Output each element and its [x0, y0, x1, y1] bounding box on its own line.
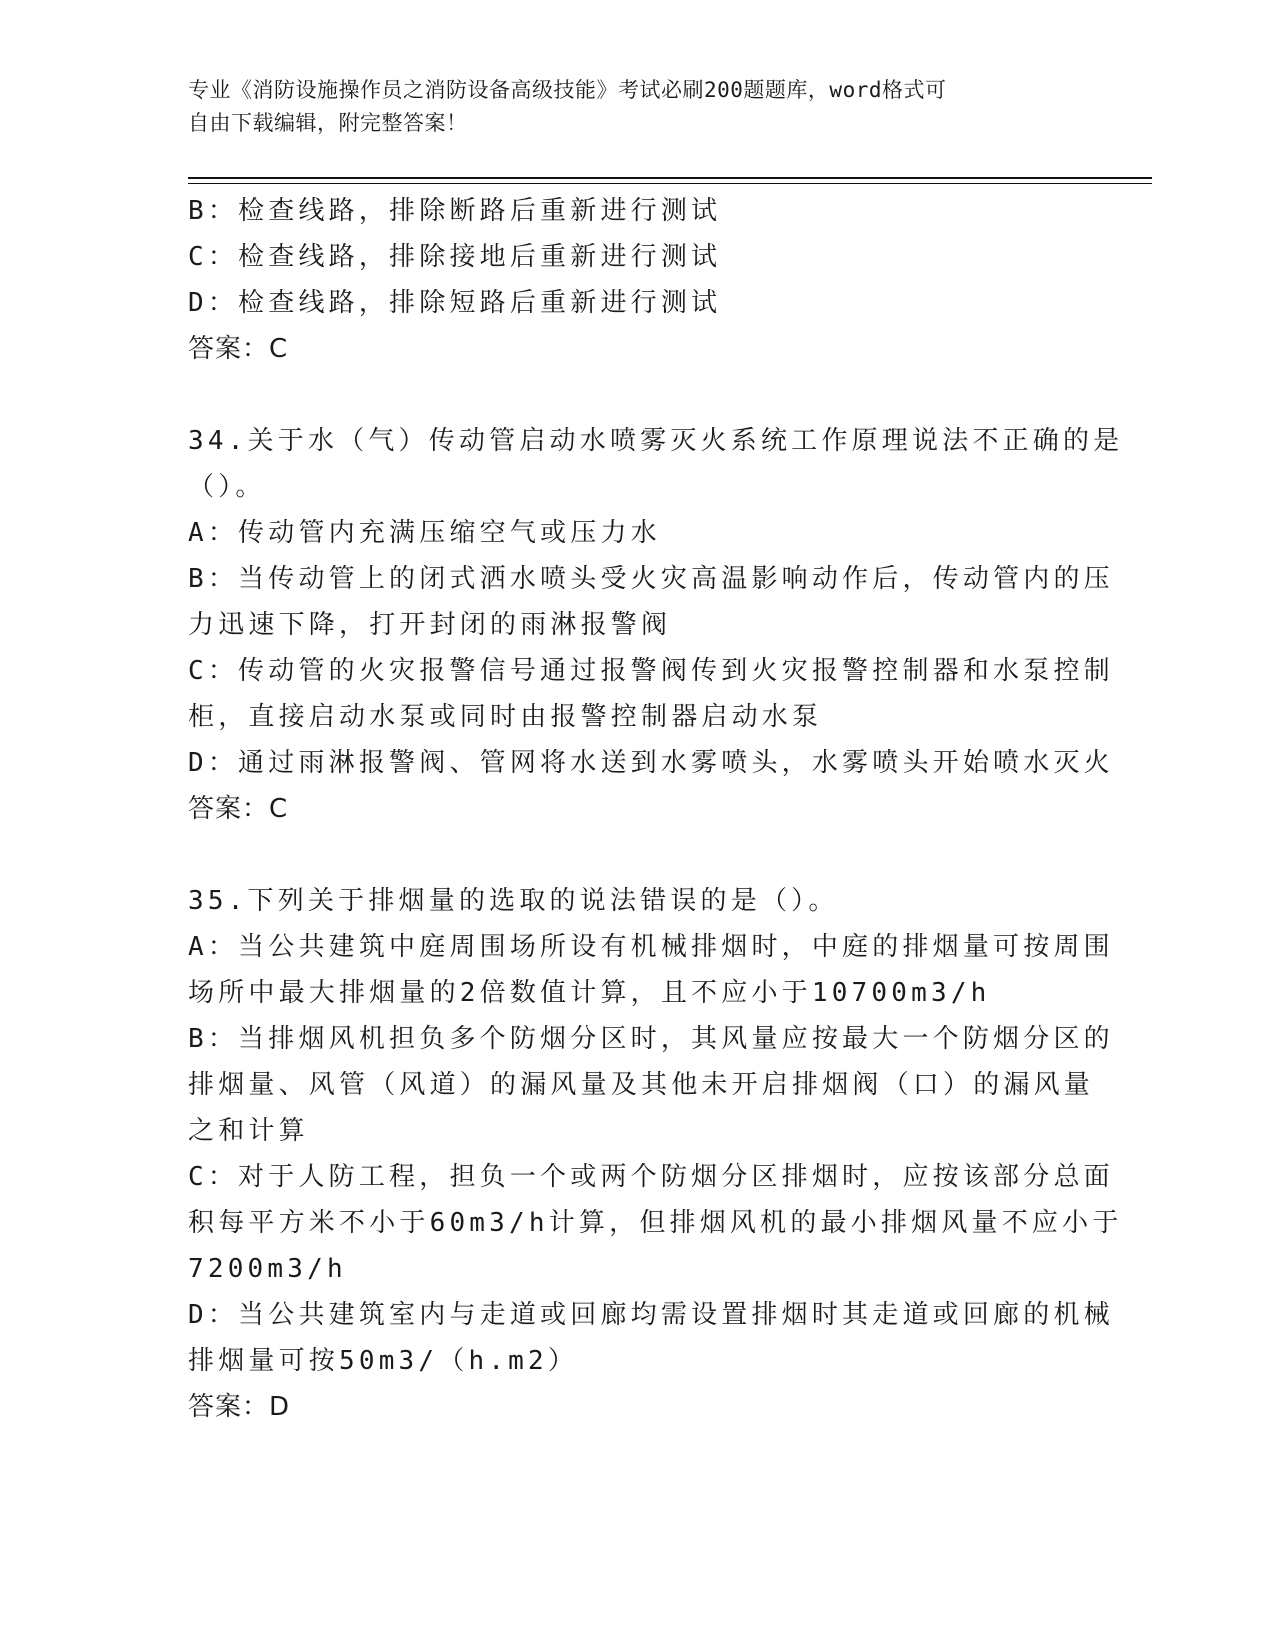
header-line: 自由下载编辑，附完整答案！	[188, 111, 468, 135]
question-34	[188, 418, 1124, 832]
answer-line: 答案：C	[188, 334, 289, 364]
option-b-cont: 力迅速下降，打开封闭的雨淋报警阀	[188, 610, 672, 640]
option-b: B：当排烟风机担负多个防烟分区时，其风量应按最大一个防烟分区的	[188, 1024, 1114, 1054]
option-d: D：检查线路，排除短路后重新进行测试	[188, 288, 722, 318]
answer-line: 答案：C	[188, 794, 289, 824]
option-c-cont: 积每平方米不小于60m3/h计算，但排烟风机的最小排烟风量不应小于	[188, 1208, 1123, 1238]
question-stem: （）。	[188, 472, 266, 502]
option-c: C：传动管的火灾报警信号通过报警阀传到火灾报警控制器和水泵控制	[188, 656, 1114, 686]
option-b: B：检查线路，排除断路后重新进行测试	[188, 196, 722, 226]
header-divider	[188, 177, 1152, 179]
page-header	[188, 74, 1068, 140]
option-d: D：当公共建筑室内与走道或回廊均需设置排烟时其走道或回廊的机械	[188, 1300, 1114, 1330]
option-a: A：传动管内充满压缩空气或压力水	[188, 518, 661, 548]
option-c: C：检查线路，排除接地后重新进行测试	[188, 242, 722, 272]
option-c-cont: 柜，直接启动水泵或同时由报警控制器启动水泵	[188, 702, 823, 732]
spacer	[188, 832, 1088, 878]
document-body	[188, 188, 1124, 1430]
question-35	[188, 878, 1123, 1430]
option-b: B：当传动管上的闭式洒水喷头受火灾高温影响动作后，传动管内的压	[188, 564, 1114, 594]
option-c-cont: 7200m3/h	[188, 1254, 347, 1284]
option-b-cont: 排烟量、风管（风道）的漏风量及其他未开启排烟阀（口）的漏风量	[188, 1070, 1095, 1100]
spacer	[188, 372, 1088, 418]
option-b-cont: 之和计算	[188, 1116, 309, 1146]
option-d-cont: 排烟量可按50m3/（h.m2）	[188, 1346, 579, 1376]
question-33-tail	[188, 188, 1088, 372]
header-line: 专业《消防设施操作员之消防设备高级技能》考试必刷200题题库，word格式可	[188, 78, 947, 102]
question-stem: 35.下列关于排烟量的选取的说法错误的是（）。	[188, 886, 839, 916]
answer-line: 答案：D	[188, 1392, 291, 1422]
question-stem: 34.关于水（气）传动管启动水喷雾灭火系统工作原理说法不正确的是	[188, 426, 1124, 456]
option-a-cont: 场所中最大排烟量的2倍数值计算，且不应小于10700m3/h	[188, 978, 991, 1008]
header-divider-thin	[188, 183, 1152, 184]
option-d: D：通过雨淋报警阀、管网将水送到水雾喷头，水雾喷头开始喷水灭火	[188, 748, 1114, 778]
option-a: A：当公共建筑中庭周围场所设有机械排烟时，中庭的排烟量可按周围	[188, 932, 1114, 962]
option-c: C：对于人防工程，担负一个或两个防烟分区排烟时，应按该部分总面	[188, 1162, 1114, 1192]
